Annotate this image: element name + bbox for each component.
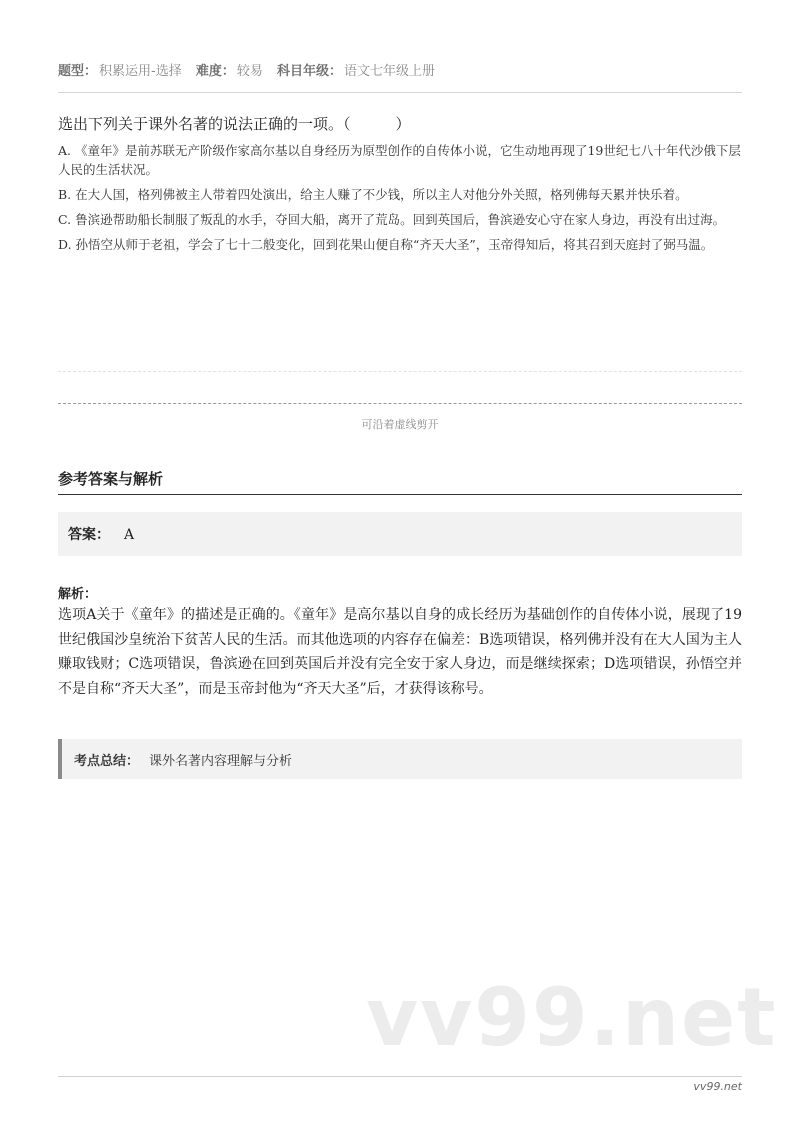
answer-space-line [58,371,742,372]
difficulty-value: 较易 [236,64,263,79]
analysis-label: 解析： [58,587,98,602]
footer-site: vv99.net [693,1080,742,1093]
cut-line [58,403,742,404]
question-meta [58,62,742,82]
question-stem: 选出下列关于课外名著的说法正确的一项。（ ） [58,115,411,133]
answer-label: 答案： [68,527,110,543]
answer-section-divider [58,494,742,495]
type-value: 积累运用-选择 [99,64,182,79]
option-list [58,141,742,260]
answer-box [58,512,742,556]
difficulty-label: 难度： [195,64,235,79]
subject-value: 语文七年级上册 [344,64,436,79]
key-point-value: 课外名著内容理解与分析 [149,754,293,769]
key-point-label: 考点总结： [74,754,140,769]
option-b: B. 在大人国，格列佛被主人带着四处演出，给主人赚了不少钱，所以主人对他分外关照，格列佛每天累并快乐着。 [58,187,688,202]
watermark: vv99.net [366,971,778,1064]
analysis-text: 选项A关于《童年》的描述是正确的。《童年》是高尔基以自身的成长经历为基础创作的自传体小说，展现了19世纪俄国沙皇统治下贫苦人民的生活。而其他选项的内容存在偏差：B选项错误，格列佛并没有在大人国为主人赚取钱财；C选项错误，鲁滨逊在回到英国后并没有完全安于家人身边，而是继续探索；D选项错误，孙悟空并不是自称“齐天大圣”，而是玉帝封他为“齐天大圣”后，才获得该称号。 [58,607,742,697]
subject-label: 科目年级： [277,64,343,79]
type-label: 题型： [58,64,98,79]
answer-value: A [124,527,135,543]
cut-line-hint: 可沿着虚线剪开 [361,418,439,431]
option-d: D. 孙悟空从师于老祖，学会了七十二般变化，回到花果山便自称“齐天大圣”，玉帝得知后，将其召到天庭封了弼马温。 [58,237,714,252]
header-divider [58,92,742,93]
key-point-box [58,739,742,779]
option-c: C. 鲁滨逊帮助船长制服了叛乱的水手，夺回大船，离开了荒岛。回到英国后，鲁滨逊安心守在家人身边，再没有出过海。 [58,212,726,227]
answer-section-title: 参考答案与解析 [58,470,164,488]
option-a: A. 《童年》是前苏联无产阶级作家高尔基以自身经历为原型创作的自传体小说，它生动地再现了19世纪七八十年代沙俄下层人民的生活状况。 [58,143,741,177]
footer-divider [58,1076,742,1077]
